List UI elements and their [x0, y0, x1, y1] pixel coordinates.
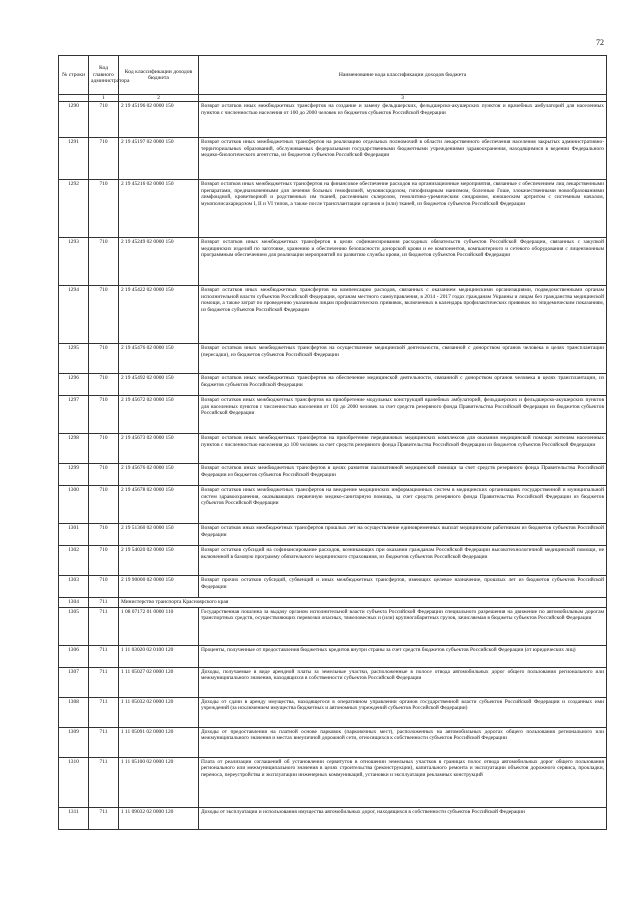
header-row-number: № строки	[59, 56, 89, 95]
table-row	[59, 486, 607, 524]
table-row	[59, 757, 607, 807]
admin-code: 711	[89, 598, 119, 608]
admin-code: 710	[89, 524, 119, 546]
row-number: 1305	[59, 607, 89, 645]
admin-code: 710	[89, 546, 119, 576]
admin-code: 711	[89, 667, 119, 697]
table-row	[59, 180, 607, 238]
row-number: 1290	[59, 102, 89, 138]
table-row	[59, 102, 607, 138]
header-col-number-3: 3	[199, 95, 607, 102]
row-number: 1306	[59, 645, 89, 667]
code-name: Доходы от сдачи в аренду имущества, находящегося в оперативном управлении органов государственной власти субъектов Российской Федерации и созданных ими учреждений (за исключением имущества бюджетных и автономных учреждений субъектов Российской Федерации)	[199, 697, 607, 727]
classification-code: 2 19 54020 02 0000 150	[119, 546, 199, 576]
table-row	[59, 434, 607, 464]
row-number: 1294	[59, 286, 89, 344]
row-number: 1309	[59, 727, 89, 757]
row-number: 1304	[59, 598, 89, 608]
admin-code: 710	[89, 344, 119, 374]
code-name: Возврат остатков иных межбюджетных трансфертов на создание и замену фельдшерских, фельдшерско-акушерских пунктов и врачебных амбулаторий для населенных пунктов с численностью населения от 100 до 2000 человек из бюджетов субъектов Российской Федерации	[199, 102, 607, 138]
row-number: 1295	[59, 344, 89, 374]
code-name: Возврат остатков иных межбюджетных трансфертов в целях развития паллиативной медицинской помощи за счет средств резервного фонда Правительства Российской Федерации из бюджетов субъектов Российской Федерации	[199, 464, 607, 486]
header-code-name: Наименование кода классификации доходов бюджета	[199, 56, 607, 95]
admin-code: 711	[89, 757, 119, 807]
admin-code: 710	[89, 286, 119, 344]
classification-code: 1 11 05027 02 0000 120	[119, 667, 199, 697]
classification-code: 1 11 05091 02 0000 120	[119, 727, 199, 757]
header-col-number-2: 2	[119, 95, 199, 102]
code-name: Возврат остатков субсидий на софинансирование расходов, возникающих при оказании гражданам Российской Федерации высокотехнологичной медицинской помощи, не включенной в базовую программу обязательного медицинского страхования, из бюджетов субъектов Российской Федерации	[199, 546, 607, 576]
table-row	[59, 645, 607, 667]
table-row	[59, 727, 607, 757]
row-number: 1291	[59, 138, 89, 180]
admin-code: 710	[89, 238, 119, 286]
row-number: 1303	[59, 576, 89, 598]
table-row	[59, 667, 607, 697]
code-name: Возврат остатков иных межбюджетных трансфертов на финансовое обеспечение расходов на организационные мероприятия, связанные с обеспечением лиц лекарственными препаратами, предназначенными для лечения больных гемофилией, муковисцидозом, гипофизарным нанизмом, болезнью Гоше, злокачественными новообразованиями лимфоидной, кроветворной и родственных им тканей, рассеянным склерозом, гемолитико-уремическим синдромом, юношеским артритом с системным началом, мукополисахаридозом I, II и VI типов, а также после трансплантации органов и (или) тканей, из бюджетов субъектов Российской Федерации	[199, 180, 607, 238]
row-number: 1301	[59, 524, 89, 546]
code-name: Возврат остатков иных межбюджетных трансфертов на компенсацию расходов, связанных с оказанием медицинскими организациями, подведомственными органам исполнительной власти субъектов Российской Федерации, органам местного самоуправления, в 2014 - 2017 годах гражданам Украины и лицам без гражданства медицинской помощи, а также затрат по проведению указанным лицам профилактических прививок, включенных в календарь профилактических прививок по эпидемическим показаниям, из бюджетов субъектов Российской Федерации	[199, 286, 607, 344]
admin-code: 711	[89, 697, 119, 727]
header-col-number-blank	[59, 95, 89, 102]
admin-code: 710	[89, 434, 119, 464]
admin-code: 710	[89, 102, 119, 138]
code-name: Плата от реализации соглашений об установлении сервитутов в отношении земельных участков в границах полос отвода автомобильных дорог общего пользования регионального или межмуниципального значения в целях строительства (реконструкции), капитального ремонта и эксплуатации объектов дорожного сервиса, прокладки, переноса, переустройства и эксплуатации инженерных коммуникаций, установки и эксплуатации рекламных конструкций	[199, 757, 607, 807]
table-body	[59, 102, 607, 830]
code-name: Доходы от предоставления на платной основе парковок (парковочных мест), расположенных на автомобильных дорогах общего пользования регионального или межмуниципального значения и местах внеуличной дорожной сети, относящихся к собственности субъектов Российской Федерации	[199, 727, 607, 757]
admin-code: 710	[89, 486, 119, 524]
table-row	[59, 286, 607, 344]
code-name: Доходы от эксплуатации и использования имущества автомобильных дорог, находящихся в собственности субъектов Российской Федерации	[199, 807, 607, 829]
table-row	[59, 546, 607, 576]
classification-code: 1 08 07172 01 0000 110	[119, 607, 199, 645]
table-row	[59, 576, 607, 598]
table-row	[59, 524, 607, 546]
admin-code: 711	[89, 727, 119, 757]
admin-code: 710	[89, 180, 119, 238]
table-row	[59, 697, 607, 727]
code-name: Проценты, полученные от предоставления бюджетных кредитов внутри страны за счет средств бюджетов субъектов Российской Федерации (от юридических лиц)	[199, 645, 607, 667]
header-admin-code: Код главного администратора	[89, 56, 119, 95]
classification-code: 1 11 05032 02 0000 120	[119, 697, 199, 727]
classification-code: 2 19 45492 02 0000 150	[119, 374, 199, 396]
admin-code: 711	[89, 607, 119, 645]
row-number: 1300	[59, 486, 89, 524]
row-number: 1311	[59, 807, 89, 829]
row-number: 1308	[59, 697, 89, 727]
classification-code: 2 19 90000 02 0000 150	[119, 576, 199, 598]
code-name: Возврат остатков иных межбюджетных трансфертов прошлых лет на осуществление единовременных выплат медицинским работникам из бюджетов субъектов Российской Федерации	[199, 524, 607, 546]
row-number: 1296	[59, 374, 89, 396]
code-name: Возврат остатков иных межбюджетных трансфертов на обеспечение медицинской деятельности, связанной с донорством органов человека в целях трансплантации, из бюджетов субъектов Российской Федерации	[199, 374, 607, 396]
row-number: 1302	[59, 546, 89, 576]
row-number: 1297	[59, 396, 89, 434]
classification-code: 2 19 45673 02 0000 150	[119, 434, 199, 464]
classification-code: 2 19 45672 02 0000 150	[119, 396, 199, 434]
classification-code: 2 19 45676 02 0000 150	[119, 464, 199, 486]
classification-code: 2 19 45422 02 0000 150	[119, 286, 199, 344]
row-number: 1299	[59, 464, 89, 486]
table-row	[59, 396, 607, 434]
code-name: Возврат остатков иных межбюджетных трансфертов в целях софинансирования расходных обязательств субъектов Российской Федерации, связанных с закупкой медицинских изделий по заготовке, хранению и обеспечению безопасности донорской крови и ее компонентов, компьютерного и сетевого оборудования с лицензионным программным обеспечением для реализации мероприятий по развитию службы крови, из бюджетов субъектов Российской Федерации	[199, 238, 607, 286]
header-classification-code: Код классификации доходов бюджета	[119, 56, 199, 95]
table-row	[59, 344, 607, 374]
row-number: 1293	[59, 238, 89, 286]
admin-code: 710	[89, 396, 119, 434]
code-name: Возврат остатков иных межбюджетных трансфертов на реализацию отдельных полномочий в области лекарственного обеспечения населения закрытых административно-территориальных образований, обслуживаемых федеральными государственными бюджетными учреждениями здравоохранения, находящимися в ведении Федерального медико-биологического агентства, из бюджетов субъектов Российской Федерации	[199, 138, 607, 180]
table-row	[59, 238, 607, 286]
code-name: Возврат остатков иных межбюджетных трансфертов на внедрение медицинских информационных систем в медицинских организациях государственной и муниципальной систем здравоохранения, оказывающих первичную медико-санитарную помощь, за счет средств резервного фонда Правительства Российской Федерации из бюджетов субъектов Российской Федерации	[199, 486, 607, 524]
row-number: 1292	[59, 180, 89, 238]
table-row	[59, 598, 607, 608]
classification-code: 2 19 45216 02 0000 150	[119, 180, 199, 238]
code-name: Доходы, получаемые в виде арендной платы за земельные участки, расположенные в полосе отвода автомобильных дорог общего пользования регионального или межмуниципального значения, находящихся в собственности субъектов Российской Федерации	[199, 667, 607, 697]
classification-code: 2 19 45476 02 0000 150	[119, 344, 199, 374]
budget-classification-table	[58, 55, 607, 830]
code-name: Возврат прочих остатков субсидий, субвенций и иных межбюджетных трансфертов, имеющих целевое назначение, прошлых лет из бюджетов субъектов Российской Федерации	[199, 576, 607, 598]
admin-code: 710	[89, 138, 119, 180]
header-col-number-1: 1	[89, 95, 119, 102]
classification-code: 1 11 05100 02 0000 120	[119, 757, 199, 807]
admin-code: 710	[89, 464, 119, 486]
code-name: Государственная пошлина за выдачу органом исполнительной власти субъекта Российской Федерации специального разрешения на движение по автомобильным дорогам транспортных средств, осуществляющих перевозки опасных, тяжеловесных и (или) крупногабаритных грузов, зачисляемая в бюджеты субъектов Российской Федерации	[199, 607, 607, 645]
classification-code: 2 19 51360 02 0000 150	[119, 524, 199, 546]
classification-code: 2 19 45249 02 0000 150	[119, 238, 199, 286]
table-row	[59, 464, 607, 486]
row-number: 1298	[59, 434, 89, 464]
classification-code: 2 19 45678 02 0000 150	[119, 486, 199, 524]
classification-code: 2 19 45196 02 0000 150	[119, 102, 199, 138]
code-name: Возврат остатков иных межбюджетных трансфертов на осуществление медицинской деятельности, связанной с донорством органов человека в целях трансплантации (пересадки), из бюджетов субъектов Российской Федерации	[199, 344, 607, 374]
code-name: Возврат остатков иных межбюджетных трансфертов на приобретение модульных конструкций врачебных амбулаторий, фельдшерских и фельдшерско-акушерских пунктов для населенных пунктов с численностью населения от 101 до 2000 человек за счет средств резервного фонда Правительства Российской Федерации из бюджетов субъектов Российской Федерации	[199, 396, 607, 434]
table-row	[59, 607, 607, 645]
admin-code: 711	[89, 807, 119, 829]
code-name: Возврат остатков иных межбюджетных трансфертов на приобретение передвижных медицинских комплексов для оказания медицинской помощи жителям населенных пунктов с численностью населения до 100 человек за счет средств резервного фонда Правительства Российской Федерации из бюджетов субъектов Российской Федерации	[199, 434, 607, 464]
page-number: 72	[596, 38, 604, 47]
table-row	[59, 138, 607, 180]
row-number: 1310	[59, 757, 89, 807]
classification-code: 1 11 03020 02 0100 120	[119, 645, 199, 667]
classification-code: 2 19 45197 02 0000 150	[119, 138, 199, 180]
section-title: Министерство транспорта Красноярского края	[119, 598, 607, 608]
table-row	[59, 374, 607, 396]
classification-code: 1 11 09032 02 0000 120	[119, 807, 199, 829]
admin-code: 710	[89, 576, 119, 598]
admin-code: 711	[89, 645, 119, 667]
admin-code: 710	[89, 374, 119, 396]
table-row	[59, 807, 607, 829]
row-number: 1307	[59, 667, 89, 697]
